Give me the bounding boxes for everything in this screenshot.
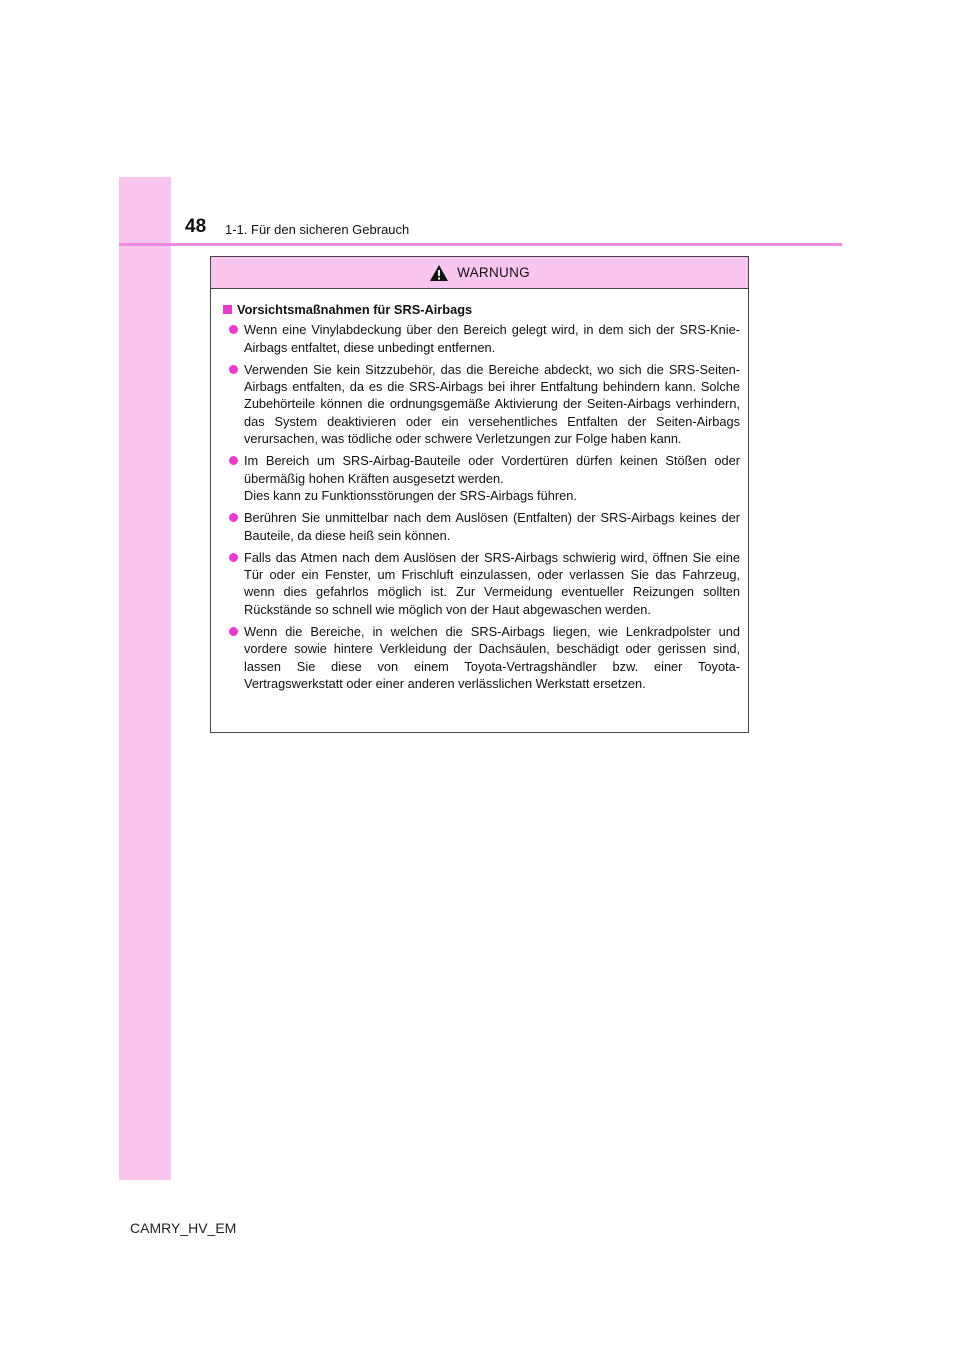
warning-triangle-icon xyxy=(429,264,449,282)
page-number: 48 xyxy=(185,216,207,237)
warning-title: WARNUNG xyxy=(457,265,530,280)
warning-subheading-text: Vorsichtsmaßnahmen für SRS-Airbags xyxy=(237,302,473,317)
header-divider xyxy=(119,243,842,246)
circle-bullet-icon xyxy=(229,513,238,522)
warning-item xyxy=(223,549,740,618)
warning-item xyxy=(223,623,740,692)
circle-bullet-icon xyxy=(229,553,238,562)
warning-header xyxy=(211,257,748,289)
circle-bullet-icon xyxy=(229,456,238,465)
warning-item-text: Berühren Sie unmittelbar nach dem Auslösen (Entfalten) der SRS-Airbags keines der Bauteile, da diese heiß sein können. xyxy=(244,510,740,543)
section-title: 1-1. Für den sicheren Gebrauch xyxy=(225,222,410,237)
warning-item xyxy=(223,321,740,356)
warning-item-text: Falls das Atmen nach dem Auslösen der SRS-Airbags schwierig wird, öffnen Sie eine Tür oder ein Fenster, um Frischluft einzulassen, oder verlassen Sie das Fahrzeug, wenn dies gefahrlos möglich ist. Zur Vermeidung eventueller Reizungen sollten Rückstände so schnell wie möglich von der Haut abgewaschen werden. xyxy=(244,549,740,617)
warning-item-text: Verwenden Sie kein Sitzzubehör, das die Bereiche abdeckt, wo sich die SRS-Seiten-Airbags entfalten, da es die SRS-Airbags bei ihrer Entfaltung behindern kann. Solche Zubehörteile können die ordnungsgemäße Aktivierung der Seiten-Airbags verhindern, das System deaktivieren oder ein versehentliches Entfalten der Seiten-Airbags verursachen, was tödliche oder schwere Verletzungen zur Folge haben kann. xyxy=(244,361,740,447)
chapter-sidebar-tab xyxy=(119,177,171,1180)
circle-bullet-icon xyxy=(229,325,238,334)
square-bullet-icon xyxy=(223,305,232,314)
warning-body xyxy=(211,289,748,692)
warning-item-text: Im Bereich um SRS-Airbag-Bauteile oder Vordertüren dürfen keinen Stößen oder übermäßig hohen Kräften ausgesetzt werden. Dies kann zu Funktionsstörungen der SRS-Airbags führen. xyxy=(244,453,740,503)
warning-box xyxy=(210,256,749,733)
warning-item xyxy=(223,452,740,504)
warning-item-text: Wenn eine Vinylabdeckung über den Bereich gelegt wird, in dem sich der SRS-Knie-Airbags entfaltet, diese unbedingt entfernen. xyxy=(244,322,740,355)
warning-item-text: Wenn die Bereiche, in welchen die SRS-Airbags liegen, wie Lenkradpolster und vordere sowie hintere Verkleidung der Dachsäulen, beschädigt oder gerissen sind, lassen Sie diese von einem Toyota-Vertragshändler bzw. einer Toyota-Vertragswerkstatt oder einer anderen verlässlichen Werkstatt ersetzen. xyxy=(244,624,740,691)
warning-item xyxy=(223,361,740,447)
circle-bullet-icon xyxy=(229,627,238,636)
warning-subheading xyxy=(223,301,740,318)
warning-item xyxy=(223,509,740,544)
circle-bullet-icon xyxy=(229,365,238,374)
document-code: CAMRY_HV_EM xyxy=(130,1220,237,1236)
